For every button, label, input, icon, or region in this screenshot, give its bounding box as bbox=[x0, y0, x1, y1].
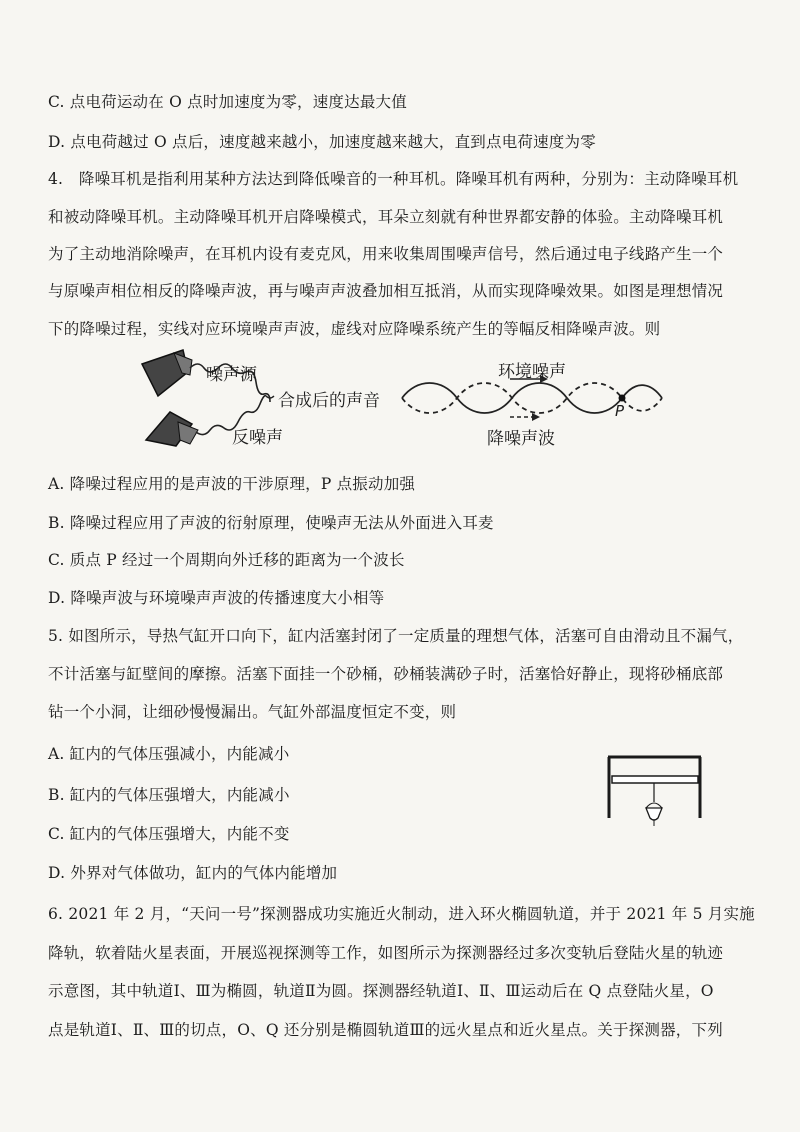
q4-option-d: D. 降噪声波与环境噪声声波的传播速度大小相等 bbox=[48, 589, 385, 607]
q4-stem-line-2: 和被动降噪耳机。主动降噪耳机开启降噪模式，耳朵立刻就有种世界都安静的体验。主动降噪耳机 bbox=[48, 208, 724, 226]
label-reduce-wave: 降噪声波 bbox=[487, 429, 555, 449]
q5-option-c: C. 缸内的气体压强增大，内能不变 bbox=[48, 825, 290, 843]
q6-stem-line-3: 示意图，其中轨道Ⅰ、Ⅲ为椭圆，轨道Ⅱ为圆。探测器经轨道Ⅰ、Ⅱ、Ⅲ运动后在 Q 点登陆火星，O bbox=[48, 982, 714, 1000]
q4-stem-line-1: 4. 降噪耳机是指利用某种方法达到降低噪音的一种耳机。降噪耳机有两种，分别为：主动降噪耳机 bbox=[48, 170, 739, 188]
q5-option-d: D. 外界对气体做功，缸内的气体内能增加 bbox=[48, 864, 338, 882]
q5-stem-line-3: 钻一个小洞，让细砂慢慢漏出。气缸外部温度恒定不变，则 bbox=[48, 703, 457, 721]
q5-stem-line-2: 不计活塞与缸壁间的摩擦。活塞下面挂一个砂桶，砂桶装满砂子时，活塞恰好静止，现将砂桶底部 bbox=[48, 665, 724, 683]
label-env-noise: 环境噪声 bbox=[498, 362, 566, 382]
label-anti-noise: 反噪声 bbox=[232, 428, 283, 448]
label-point-p: P bbox=[615, 402, 625, 420]
label-noise-source: 噪声源 bbox=[206, 365, 257, 385]
q4-option-b: B. 降噪过程应用了声波的衍射原理，使噪声无法从外面进入耳麦 bbox=[48, 514, 494, 532]
q6-stem-line-1: 6. 2021 年 2 月，“天问一号”探测器成功实施近火制动，进入环火椭圆轨道，并于 2021 年 5 月实施 bbox=[48, 905, 755, 923]
q6-stem-line-2: 降轨，软着陆火星表面，开展巡视探测等工作，如图所示为探测器经过多次变轨后登陆火星的轨迹 bbox=[48, 944, 724, 962]
q5-stem-line-1: 5. 如图所示，导热气缸开口向下，缸内活塞封闭了一定质量的理想气体，活塞可自由滑动且不漏气， bbox=[48, 627, 744, 645]
label-combined-sound: 合成后的声音 bbox=[278, 391, 380, 411]
prev-option-d: D. 点电荷越过 O 点后，速度越来越小，加速度越来越大，直到点电荷速度为零 bbox=[48, 133, 596, 151]
q6-stem-line-4: 点是轨道Ⅰ、Ⅱ、Ⅲ的切点，O、Q 还分别是椭圆轨道Ⅲ的远火星点和近火星点。关于探测器，下列 bbox=[48, 1021, 723, 1039]
q4-option-a: A. 降噪过程应用的是声波的干涉原理，P 点振动加强 bbox=[48, 475, 416, 493]
q4-stem-line-3: 为了主动地消除噪声，在耳机内设有麦克风，用来收集周围噪声信号，然后通过电子线路产生一个 bbox=[48, 245, 724, 263]
q5-option-b: B. 缸内的气体压强增大，内能减小 bbox=[48, 786, 290, 804]
q5-option-a: A. 缸内的气体压强减小，内能减小 bbox=[48, 745, 290, 763]
piston bbox=[612, 776, 698, 783]
q4-stem-line-5: 下的降噪过程，实线对应环境噪声声波，虚线对应降噪系统产生的等幅反相降噪声波。则 bbox=[48, 320, 661, 338]
prev-option-c: C. 点电荷运动在 O 点时加速度为零，速度达最大值 bbox=[48, 93, 407, 111]
q4-option-c: C. 质点 P 经过一个周期向外迁移的距离为一个波长 bbox=[48, 551, 405, 569]
sand-bucket bbox=[646, 808, 662, 820]
q4-stem-line-4: 与原噪声相位相反的降噪声波，再与噪声声波叠加相互抵消，从而实现降噪效果。如图是理想情况 bbox=[48, 282, 724, 300]
